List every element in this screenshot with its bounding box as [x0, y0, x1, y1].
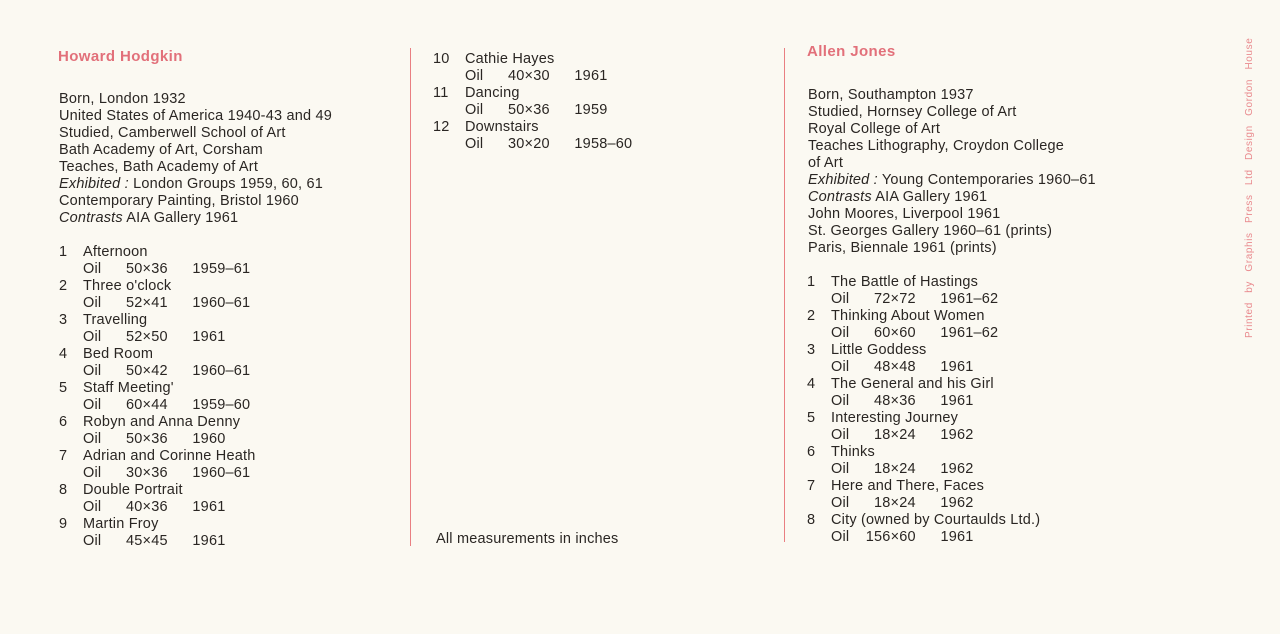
work-number: 4 [59, 346, 68, 362]
work-entry [807, 410, 1040, 444]
bio-line-text: Royal College of Art [808, 121, 941, 137]
work-entry [59, 346, 255, 380]
work-entry [59, 448, 255, 482]
bio-line-text: Bath Academy of Art, Corsham [59, 142, 263, 158]
work-entry [59, 482, 255, 516]
column-divider-right [784, 48, 785, 542]
work-medium-size-date: Oil 50×42 1960–61 [83, 363, 251, 379]
work-medium-size-date: Oil 30×20 1958–60 [465, 136, 633, 152]
bio-line [59, 159, 332, 176]
bio-line-text: Young Contemporaries 1960–61 [877, 172, 1096, 188]
work-title: Afternoon [83, 244, 148, 260]
work-medium-size-date: Oil 45×45 1961 [83, 533, 226, 549]
work-entry [807, 308, 1040, 342]
work-medium-size-date: Oil 60×44 1959–60 [83, 397, 251, 413]
column-divider-left [410, 48, 411, 546]
work-number: 1 [59, 244, 68, 260]
work-entry [59, 278, 255, 312]
work-number: 3 [807, 342, 816, 358]
bio-line [808, 121, 1096, 138]
work-medium-size-date: Oil 72×72 1961–62 [831, 291, 999, 307]
bio-line-italic-label: Contrasts [808, 189, 872, 205]
work-medium-size-date: Oil 156×60 1961 [831, 529, 974, 545]
bio-line-text: of Art [808, 155, 844, 171]
work-number: 6 [59, 414, 68, 430]
work-title: Three o'clock [83, 278, 172, 294]
work-title: Downstairs [465, 119, 539, 135]
work-medium-size-date: Oil 52×41 1960–61 [83, 295, 251, 311]
bio-line [59, 142, 332, 159]
bio-line-text: AIA Gallery 1961 [871, 189, 988, 205]
bio-line-text: United States of America 1940-43 and 49 [59, 108, 332, 124]
work-entry [807, 444, 1040, 478]
bio-line-text: Born, Southampton 1937 [808, 87, 974, 103]
bio-line-text: Studied, Hornsey College of Art [808, 104, 1017, 120]
work-number: 2 [59, 278, 68, 294]
work-medium-size-date: Oil 18×24 1962 [831, 427, 974, 443]
work-title: Little Goddess [831, 342, 927, 358]
works-list-hodgkin-continued [433, 51, 632, 153]
work-entry [433, 51, 632, 85]
bio-line [808, 155, 1096, 172]
bio-line [59, 176, 332, 193]
work-title: Thinks [831, 444, 875, 460]
printer-credit: Printed by Graphis Press Ltd Design Gordon House [1244, 37, 1255, 338]
bio-line-italic-label: Exhibited : [59, 176, 129, 192]
work-number: 3 [59, 312, 68, 328]
work-title: Dancing [465, 85, 520, 101]
work-number: 11 [433, 85, 449, 101]
bio-line [59, 210, 332, 227]
work-entry [433, 119, 632, 153]
bio-line [808, 138, 1096, 155]
artist-bio-hodgkin [59, 91, 332, 227]
work-title: Thinking About Women [831, 308, 985, 324]
bio-line [808, 104, 1096, 121]
work-entry [807, 376, 1040, 410]
bio-line [59, 91, 332, 108]
bio-line [808, 223, 1096, 240]
work-title: Travelling [83, 312, 148, 328]
work-medium-size-date: Oil 60×60 1961–62 [831, 325, 999, 341]
work-number: 7 [59, 448, 68, 464]
work-medium-size-date: Oil 48×36 1961 [831, 393, 974, 409]
work-medium-size-date: Oil 52×50 1961 [83, 329, 226, 345]
bio-line [808, 87, 1096, 104]
bio-line-text: AIA Gallery 1961 [122, 210, 239, 226]
works-list-jones [807, 274, 1040, 546]
work-number: 6 [807, 444, 816, 460]
work-number: 12 [433, 119, 450, 135]
bio-line-text: Teaches, Bath Academy of Art [59, 159, 259, 175]
work-entry [59, 380, 255, 414]
artist-name-jones: Allen Jones [807, 43, 896, 60]
bio-line [59, 193, 332, 210]
work-entry [59, 516, 255, 550]
work-medium-size-date: Oil 30×36 1960–61 [83, 465, 251, 481]
work-entry [59, 244, 255, 278]
work-number: 10 [433, 51, 450, 67]
work-medium-size-date: Oil 40×36 1961 [83, 499, 226, 515]
work-entry [807, 274, 1040, 308]
work-entry [807, 478, 1040, 512]
bio-line-text: Studied, Camberwell School of Art [59, 125, 286, 141]
works-list-hodgkin [59, 244, 255, 550]
work-entry [433, 85, 632, 119]
bio-line-text: Teaches Lithography, Croydon College [808, 138, 1065, 154]
work-title: Martin Froy [83, 516, 159, 532]
work-number: 8 [59, 482, 68, 498]
work-title: Adrian and Corinne Heath [83, 448, 256, 464]
work-medium-size-date: Oil 50×36 1959 [465, 102, 608, 118]
work-number: 5 [59, 380, 68, 396]
work-title: Bed Room [83, 346, 154, 362]
work-title: Here and There, Faces [831, 478, 985, 494]
work-title: The Battle of Hastings [831, 274, 979, 290]
work-entry [59, 414, 255, 448]
bio-line-text: John Moores, Liverpool 1961 [808, 206, 1001, 222]
bio-line [59, 108, 332, 125]
work-title: Robyn and Anna Denny [83, 414, 241, 430]
bio-line [808, 172, 1096, 189]
work-title: Cathie Hayes [465, 51, 555, 67]
work-entry [807, 342, 1040, 376]
work-medium-size-date: Oil 18×24 1962 [831, 495, 974, 511]
work-entry [59, 312, 255, 346]
bio-line [59, 125, 332, 142]
work-title: The General and his Girl [831, 376, 994, 392]
work-number: 7 [807, 478, 816, 494]
work-medium-size-date: Oil 48×48 1961 [831, 359, 974, 375]
artist-name-hodgkin: Howard Hodgkin [58, 48, 183, 65]
bio-line-text: St. Georges Gallery 1960–61 (prints) [808, 223, 1053, 239]
work-title: Interesting Journey [831, 410, 959, 426]
work-number: 9 [59, 516, 68, 532]
work-number: 8 [807, 512, 816, 528]
measurement-note: All measurements in inches [436, 531, 619, 547]
work-medium-size-date: Oil 18×24 1962 [831, 461, 974, 477]
bio-line-text: Born, London 1932 [59, 91, 186, 107]
work-number: 2 [807, 308, 816, 324]
work-entry [807, 512, 1040, 546]
work-number: 1 [807, 274, 816, 290]
work-medium-size-date: Oil 40×30 1961 [465, 68, 608, 84]
bio-line-italic-label: Exhibited : [808, 172, 878, 188]
work-medium-size-date: Oil 50×36 1960 [83, 431, 226, 447]
work-title: Double Portrait [83, 482, 183, 498]
bio-line-text: Contemporary Painting, Bristol 1960 [59, 193, 299, 209]
bio-line [808, 240, 1096, 257]
bio-line [808, 189, 1096, 206]
bio-line-text: London Groups 1959, 60, 61 [128, 176, 323, 192]
work-number: 4 [807, 376, 816, 392]
bio-line [808, 206, 1096, 223]
bio-line-italic-label: Contrasts [59, 210, 123, 226]
work-title: Staff Meeting' [83, 380, 174, 396]
work-title: City (owned by Courtaulds Ltd.) [831, 512, 1041, 528]
work-number: 5 [807, 410, 816, 426]
artist-bio-jones [808, 87, 1096, 257]
bio-line-text: Paris, Biennale 1961 (prints) [808, 240, 997, 256]
work-medium-size-date: Oil 50×36 1959–61 [83, 261, 251, 277]
